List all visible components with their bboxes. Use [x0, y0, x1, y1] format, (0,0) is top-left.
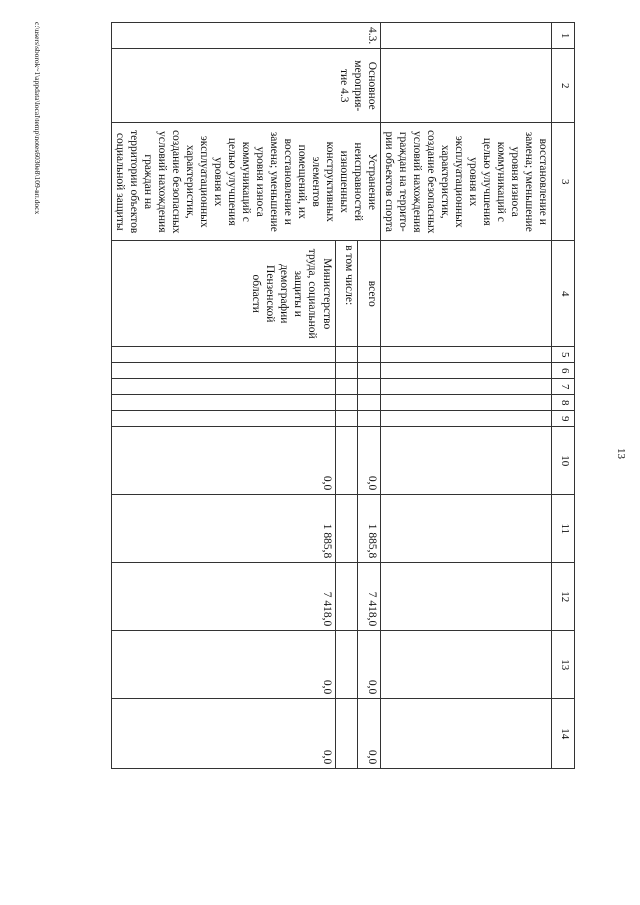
col-header: 12: [552, 563, 575, 631]
col-header: 5: [552, 347, 575, 363]
col-header: 8: [552, 395, 575, 411]
total-value: 0,0: [358, 427, 381, 495]
total-label: всего: [358, 241, 381, 347]
total-value: 1 885,8: [358, 495, 381, 563]
col-header: 11: [552, 495, 575, 563]
col-header: 13: [552, 631, 575, 699]
event-description: Устранение неисправностей изношенных конструктивных элементов помещений, их восстановление и замена; уменьшение уровня износа коммуникаций с целью улучшения уровня их эксплуатационных характеристик, создание безопасных условий нахождения граждан на территории объектов социальной защиты: [111, 123, 380, 241]
ministry-value: 1 885,8: [111, 495, 335, 563]
ministry-value: 0,0: [111, 699, 335, 769]
table-row: [380, 23, 551, 769]
header-row: [552, 23, 575, 769]
col-header: 2: [552, 49, 575, 123]
total-value: 0,0: [358, 631, 381, 699]
continued-description: восстановление и замена; уменьшение уровня износа коммуникаций с целью улучшения уровня их эксплуатационных характеристик, создание безопасных условий нахождения граждан на террито-рии объектов спорта: [380, 123, 551, 241]
total-value: 0,0: [358, 699, 381, 769]
col-header: 9: [552, 411, 575, 427]
row-number: 4.3.: [111, 23, 380, 49]
ministry-value: 0,0: [111, 631, 335, 699]
ministry-name: Министерство труда, социальной защиты и демографии Пензенской области: [111, 241, 335, 347]
page-number: 13: [615, 448, 627, 459]
col-header: 10: [552, 427, 575, 495]
col-header: 7: [552, 379, 575, 395]
file-path-footer: c:\users\sborok~1\appdata\local\temp\notes6030e8\109-вп.docx: [33, 22, 42, 215]
ministry-value: 0,0: [111, 427, 335, 495]
col-header: 6: [552, 363, 575, 379]
event-type: Основное мероприя-тие 4.3: [111, 49, 380, 123]
col-header: 3: [552, 123, 575, 241]
table-row: [358, 23, 381, 769]
program-table: [111, 22, 575, 769]
col-header: 1: [552, 23, 575, 49]
col-header: 14: [552, 699, 575, 769]
including-label: в том числе:: [335, 241, 358, 347]
ministry-value: 7 418,0: [111, 563, 335, 631]
total-value: 7 418,0: [358, 563, 381, 631]
col-header: 4: [552, 241, 575, 347]
